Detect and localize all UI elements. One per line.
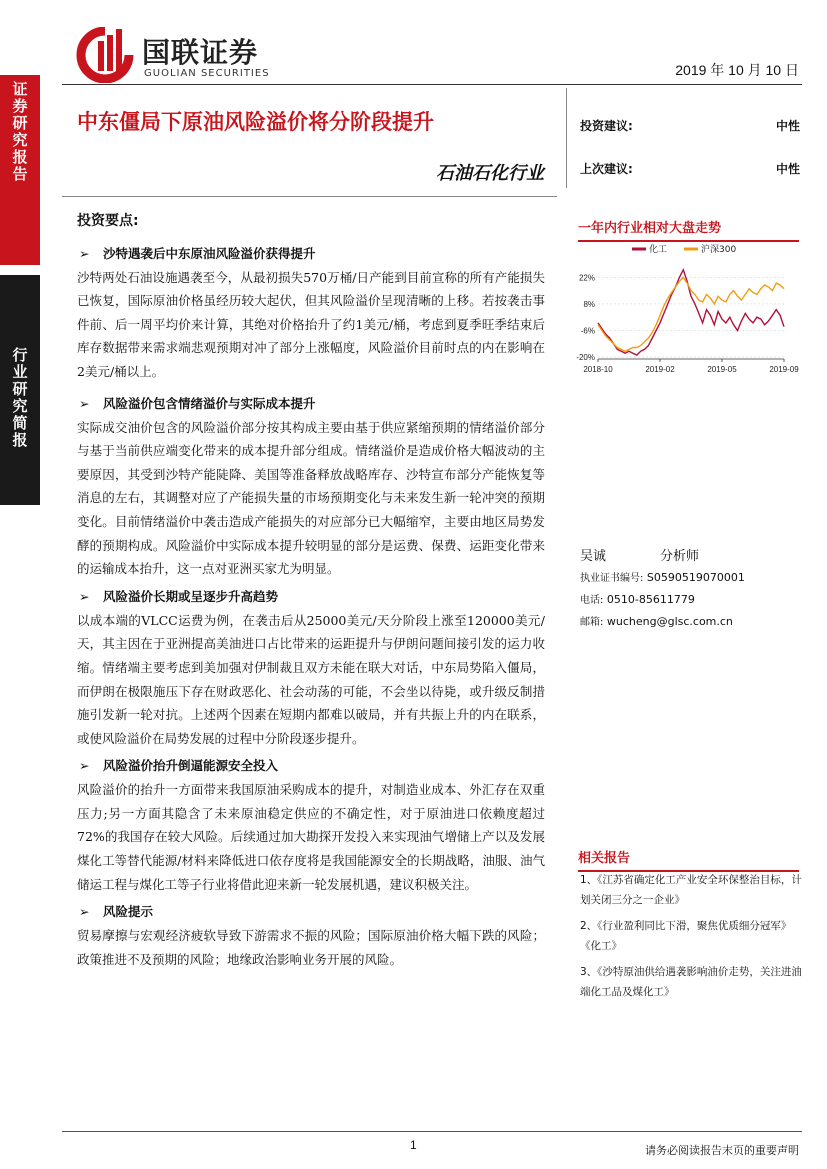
relative-performance-chart <box>572 240 802 380</box>
sidebar-char: 告 <box>12 165 28 183</box>
section-body: 贸易摩擦与宏观经济疲软导致下游需求不振的风险；国际原油价格大幅下跌的风险；政策推进不及预期的风险；地缘政治影响业务开展的风险。 <box>77 928 545 967</box>
y-tick-label: -6% <box>580 326 595 336</box>
section-heading <box>77 392 545 416</box>
sidebar-char: 报 <box>12 431 28 449</box>
chart-section-title: 一年内行业相对大盘走势 <box>578 217 799 242</box>
related-report-item[interactable]: 1、《江苏省确定化工产业安全环保整治目标，计划关闭三分之一企业》 <box>580 874 802 906</box>
y-tick-label: 22% <box>578 273 595 283</box>
sidebar-char: 报 <box>12 148 28 166</box>
footer-disclaimer: 请务必阅读报告末页的重要声明 <box>645 1144 799 1157</box>
x-tick-label: 2018-10 <box>583 365 613 374</box>
section-heading-text: 风险溢价长期或呈逐步升高趋势 <box>103 588 279 604</box>
sidebar-char: 简 <box>12 414 28 432</box>
sidebar-report-category <box>0 275 40 505</box>
email-label: 邮箱: <box>580 617 604 628</box>
logo-text-cn: 国联证券 <box>142 36 259 69</box>
vertical-divider <box>566 88 567 188</box>
section-heading-text: 风险提示 <box>103 904 154 920</box>
section-body: 沙特两处石油设施遇袭至今，从最初损失570万桶/日产能到目前宣称的所有产能损失已恢复，国际原油价格虽经历较大起伏，但其风险溢价呈现清晰的上移。若按袭击事件前、后一周平均价来计算，其绝对价格抬升了约1美元/桶，考虑到夏季旺季结束后库存数据带来需求端悲观预期对冲了部分上涨幅度，风险溢价目前时点的内在影响在2美元/桶以上。 <box>77 269 545 379</box>
arrow-bullet-icon: ➢ <box>79 245 90 261</box>
related-report-item[interactable]: 3、《沙特原油供给遇袭影响油价走势，关注进油端化工品及煤化工》 <box>580 966 802 998</box>
section-body: 以成本端的VLCC运费为例，在袭击后从25000美元/天分阶段上涨至120000美元/天，其主因在于亚洲提高美油进口占比带来的运距提升与伊朗问题间接引发的运力收缩。情绪端主要考虑到美加强对伊制裁且双方未能在联大对话，中东局势陷入僵局，而伊朗在极限施压下存在财政恶化、社会动荡的可能，不会坐以待毙，或升级反制措施引发新一轮对抗。上述两个因素在短期内都难以破局，并有共振上升的内在联系，或使风险溢价在局势发展的过程中分阶段逐步提升。 <box>77 612 545 746</box>
section-body: 风险溢价的抬升一方面带来我国原油采购成本的提升，对制造业成本、外汇存在双重压力;另一方面其隐含了未来原油稳定供应的不确定性，对于原油进口依赖度超过72%的我国存在较大风险。后续通过加大勘探开发投入来实现油气增储上产以及发展煤化工等替代能源/材料来降低进口依存度将是我国能源安全的长期战略，油服、油气储运工程与煤化工等子行业将借此迎来新一轮发展机遇，建议积极关注。 <box>77 782 545 892</box>
arrow-bullet-icon: ➢ <box>79 395 90 411</box>
main-content <box>77 210 545 971</box>
sidebar-char: 证 <box>12 80 28 98</box>
cert-number: S0590519070001 <box>646 571 745 584</box>
section-heading <box>77 900 545 924</box>
x-tick-label: 2019-02 <box>645 365 675 374</box>
analyst-role: 分析师 <box>660 549 700 564</box>
legend-label: 沪深300 <box>701 245 737 255</box>
logo-mark-icon <box>76 27 134 83</box>
related-report-item[interactable]: 2、《行业盈利同比下滑，聚焦优质细分冠军》《化工》 <box>580 920 792 952</box>
title-divider <box>62 196 557 197</box>
email-address[interactable]: wucheng@glsc.com.cn <box>606 615 733 628</box>
company-logo <box>76 27 316 83</box>
sidebar-char: 研 <box>12 114 28 132</box>
footer-divider <box>62 1131 802 1132</box>
arrow-bullet-icon: ➢ <box>79 588 90 604</box>
section-heading-text: 风险溢价包含情绪溢价与实际成本提升 <box>103 395 316 411</box>
arrow-bullet-icon: ➢ <box>79 758 90 774</box>
phone-number: 0510-85611779 <box>606 593 695 606</box>
analyst-name: 吴诚 <box>580 549 607 564</box>
cert-label: 执业证书编号: <box>580 573 644 584</box>
x-tick-label: 2019-09 <box>769 365 799 374</box>
sidebar-char: 券 <box>12 97 28 115</box>
rating-previous-label: 上次建议: <box>580 162 633 176</box>
analyst-info <box>580 546 800 633</box>
report-title: 中东僵局下原油风险溢价将分阶段提升 <box>77 110 434 134</box>
section-body: 实际成交油价包含的风险溢价部分按其构成主要由基于供应紧缩预期的情绪溢价部分与基于当前供应端变化带来的成本提升部分组成。情绪溢价是造成价格大幅波动的主要原因，其受到沙特产能陡降、美国等准备释放战略库存、沙特宣布部分产能恢复等消息的左右，其调整对应了产能损失量的市场预期变化与未来发生新一轮冲突的预期变化。目前情绪溢价中袭击造成产能损失的对应部分已大幅缩窄，主要由地区局势发酵的预期构成。风险溢价中实际成本提升较明显的部分是运费、保费、运距变化带来的运输成本抬升，这一点对亚洲买家尤为明显。 <box>77 419 545 577</box>
sidebar-report-type <box>0 75 40 265</box>
series-line-hs300 <box>598 277 784 351</box>
industry-label: 石油石化行业 <box>436 163 544 184</box>
logo-text-en: GUOLIAN SECURITIES <box>144 68 270 79</box>
section-heading <box>77 754 545 778</box>
sidebar-char: 行 <box>12 346 28 364</box>
section-heading <box>77 585 545 609</box>
header-divider <box>62 84 802 85</box>
sidebar-char: 研 <box>12 380 28 398</box>
arrow-bullet-icon: ➢ <box>79 904 90 920</box>
rating-current-value: 中性 <box>775 119 800 133</box>
section-heading-text: 沙特遇袭后中东原油风险溢价获得提升 <box>103 245 316 261</box>
rating-previous <box>580 160 800 177</box>
rating-current-label: 投资建议: <box>580 119 633 133</box>
x-tick-label: 2019-05 <box>707 365 737 374</box>
rating-previous-value: 中性 <box>775 162 800 176</box>
y-tick-label: 8% <box>583 299 595 309</box>
section-heading <box>77 242 545 266</box>
legend-label: 化工 <box>649 245 668 255</box>
report-date: 2019 年 10 月 10 日 <box>675 62 799 78</box>
related-reports-title: 相关报告 <box>578 847 799 872</box>
key-points-title: 投资要点: <box>77 213 139 229</box>
sidebar-char: 业 <box>12 363 28 381</box>
phone-label: 电话: <box>580 595 604 606</box>
series-line-chemical <box>598 270 784 355</box>
sidebar-char: 究 <box>12 397 28 415</box>
y-tick-label: -20% <box>576 353 595 362</box>
section-heading-text: 风险溢价抬升倒逼能源安全投入 <box>103 758 279 774</box>
rating-current <box>580 117 800 134</box>
related-reports-list <box>580 870 805 1002</box>
sidebar-char: 究 <box>12 131 28 149</box>
page-number: 1 <box>410 1138 417 1152</box>
